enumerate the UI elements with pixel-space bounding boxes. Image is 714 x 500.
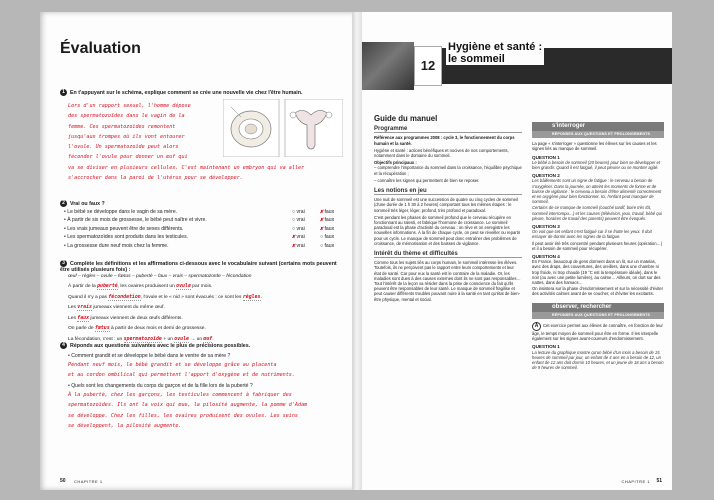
chapter-label: CHAPITRE 1 <box>74 479 103 484</box>
paragraph: La lecture du graphique montre qu'un bébé d'un mois a besoin de 15 heures de sommeil par jour, un enfant de 4 ans en a besoin de 12, un enfant de 12 ans doit dormir 10 heures, et un jeune de 18 ans a besoin de 9 heures de sommeil. <box>532 349 664 371</box>
statement: • La grossesse dure neuf mois chez la femme. <box>64 242 169 249</box>
question-prompt: En t'appuyant sur le schéma, explique comment se crée une nouvelle vie chez l'être humain. <box>70 89 303 96</box>
sub-question: • Comment grandit et se développe le bébé dans le ventre de sa mère ? <box>68 353 231 359</box>
page-number: 51 <box>656 478 662 484</box>
paragraph: – comprendre l'importance du sommeil dans la croissance, l'équilibre psychique et la récupération ; <box>374 165 522 176</box>
true-false-list <box>64 209 349 251</box>
vocabulary-list: œuf – règles – ovule – fœtus – puberté – faux – vrais – spermatozoïde – fécondation <box>68 274 252 279</box>
section-heading: Programme <box>374 127 522 133</box>
question-prompt: Vrai ou faux ? <box>70 200 105 207</box>
answer-line: Pendant neuf mois, le bébé grandit et se développe grâce au placenta <box>68 362 277 368</box>
guide-title: Guide du manuel <box>374 114 438 123</box>
paragraph: A Cet exercice permet aux élèves de connaître, en fonction de leur âge, le temps moyen de sommeil pour être en forme. Il les interpelle également sur les signes avant-coureurs d'endormissement. <box>532 322 663 342</box>
answer-line: jusqu'aux trompes où ils vont entourer <box>68 133 185 140</box>
answer-line: s'accrocher dans la paroi de l'utérus pour se développer. <box>68 175 243 182</box>
answer-line: se développent, la pilosité augmente. <box>68 422 182 429</box>
guide-column <box>374 116 522 304</box>
blank-answer[interactable]: fécondation <box>108 293 141 300</box>
section-heading: Les notions en jeu <box>374 189 522 195</box>
question-number: 1 <box>60 89 67 96</box>
statement: • Le bébé se développe dans le vagin de sa mère. <box>64 209 178 215</box>
question-heading: QUESTION 2 <box>532 173 560 179</box>
question-1 <box>60 89 302 96</box>
question-prompt: Réponds aux questions suivantes avec le plus de précisions possibles. <box>70 342 251 349</box>
answer-line: se développe. Chez les filles, les ovaires produisent des ovules. Les seins <box>68 412 299 419</box>
activity-a-icon: A <box>532 322 541 331</box>
paragraph: La page « s'interroger » questionne les élèves sur les causes et les signes liés au manque de sommeil. <box>532 141 657 152</box>
paragraph: Les bâillements sont un signe de fatigue : le cerveau a besoin de s'oxygéner. Dans la journée, on atteint les moments de forme et de baisse de vigilance : le cerveau a besoin d'être alimenté correctement et en oxygène pour bien fonctionner. Ici, l'enfant peut manquer de sommeil. <box>532 178 662 205</box>
chapter-label: CHAPITRE 1 <box>621 479 650 484</box>
paragraph: On insistera sur la phase d'endormissement et sur la nécessité d'éviter des activités calmes avant de se coucher, et d'éviter les excitants. <box>532 286 664 297</box>
statement: • Les spermatozoïdes sont produits dans les testicules. <box>64 234 189 241</box>
question-3 <box>60 260 345 274</box>
observer-heading: observer, rechercher <box>532 303 664 312</box>
paragraph: On voit que cet enfant n'est fatigué car il se frotte les yeux. Il doit essayer de dormir avec les signes de la fatigue. <box>532 229 652 240</box>
faux-option[interactable]: ○ faux <box>320 242 335 249</box>
question-number: 4 <box>60 342 67 349</box>
faux-option[interactable]: ○ faux <box>320 234 335 241</box>
observer-subheading: RÉPONSES AUX QUESTIONS ET PROLONGEMENTS <box>532 312 664 319</box>
page-number: 50 <box>60 478 66 484</box>
true-false-row <box>64 234 349 242</box>
answer-line: Lors d'un rapport sexuel, l'homme dépose <box>68 103 191 109</box>
answer-line: femme. Ces spermatozoïdes remontent <box>68 123 176 130</box>
objectives-heading: Objectifs principaux : <box>374 160 417 166</box>
question-heading: QUESTION 4 <box>532 254 560 260</box>
true-false-row <box>64 217 349 225</box>
section-heading: Intérêt du thème et difficultés <box>374 252 522 258</box>
blank-answer[interactable]: ovule <box>176 283 191 289</box>
vrai-option[interactable]: ✘ vrai <box>292 242 305 249</box>
answer-line: des spermatozoïdes dans le vagin de la <box>68 113 185 120</box>
vrai-option[interactable]: ○ vrai <box>292 225 305 232</box>
blank-answer[interactable]: règles <box>242 293 261 300</box>
answer-line: et au cordon ombilical qui permettent l'apport d'oxygène et de nutriments. <box>68 372 295 379</box>
paragraph: Hygiène et santé : actions bénéfiques et nocives de nos comportements, notamment dans le domaine du sommeil. <box>374 147 509 159</box>
true-false-row <box>64 243 349 251</box>
question-heading: QUESTION 1 <box>532 154 560 160</box>
paragraph: – connaître les signes qui permettent de bien se reposer. <box>374 177 480 183</box>
answer-4b-handwritten <box>68 390 307 431</box>
page-title: Évaluation <box>60 40 141 57</box>
question-prompt: Complète les définitions et les affirmations ci-dessous avec le vocabulaire suivant (certains mots peuvent être utilisés plusieurs fois) : <box>60 260 337 274</box>
right-page <box>362 12 672 490</box>
left-page <box>40 12 355 490</box>
chapter-number: 12 <box>414 46 442 86</box>
answer-4a-handwritten <box>68 360 295 381</box>
question-2 <box>60 200 105 207</box>
programme-reference: Référence aux programmes 2008 : cycle 3, le fonctionnement du corps humain et la santé. <box>374 135 515 146</box>
vrai-option[interactable]: ○ vrai <box>292 209 305 215</box>
question-heading: QUESTION 3 <box>532 224 560 230</box>
paragraph: Une nuit de sommeil est une succession de quatre ou cinq cycles de sommeil (d'une durée de 1 h 30 à 2 heures) comportant tous les mêmes étapes : le sommeil très léger, léger, profond, très profond et paradoxal. <box>374 197 518 213</box>
statement: • À partir de six mois de grossesse, le bébé peut naître et vivre. <box>64 217 207 224</box>
answer-line: va se diviser en plusieurs cellules. C'est maintenant un embryon qui va aller <box>68 164 305 171</box>
statement: • Les vrais jumeaux peuvent être de sexes différents. <box>64 225 184 232</box>
blank-answer[interactable]: fœtus <box>94 325 110 332</box>
question-number: 2 <box>60 200 67 207</box>
blank-answer[interactable]: spermatozoïde <box>123 335 162 342</box>
answer-line: l'ovule. Un spermatozoïde peut alors <box>68 144 179 151</box>
blank-answer[interactable]: faux <box>77 314 90 321</box>
sub-question: • Quels sont les changements du corps du garçon et de la fille lors de la puberté ? <box>68 383 253 389</box>
sinterroger-subheading: RÉPONSES AUX QUESTIONS ET PROLONGEMENTS <box>532 131 664 138</box>
blank-answer[interactable]: vrais <box>77 304 92 311</box>
vrai-option[interactable]: ✘ vrai <box>292 234 305 241</box>
true-false-row <box>64 226 349 234</box>
question-number: 3 <box>60 260 67 267</box>
blank-answer[interactable]: ovule <box>174 335 189 342</box>
chapter-title: Hygiène et santé : le sommeil <box>448 41 543 65</box>
paragraph: En France, beaucoup de gens dorment dans un lit, sur un matelas, avec des draps, des couvertures, des oreillers, dans une chambre ni trop froide, ni trop chaude (19 °C est la température idéale), dans le noir (ou avec une petite lumière), au calme… Ailleurs, on dort sur des nattes, dans des hamacs… <box>532 259 661 286</box>
sinterroger-heading: s'interroger <box>532 122 664 131</box>
paragraph: Le bébé a besoin de sommeil (20 heures) pour bien se développer et bien grandir. Quand il est fatigué, il peut pleurer ou se montrer agité. <box>532 159 661 171</box>
fill-blanks: À partir de la puberté, les ovaires produisent un ovule par mois. Quand il n'y a pas fécondation, l'ovule et le « nid » sont évacués : ce sont les règles. Les vrais jumeaux viennent du même œuf. Les faux jumeaux viennent de deux œufs différents. On parle de fœtus à partir de deux mois et demi de grossesse. La fécondation, c'est : un spermatozoïde + un ovule → un œuf. <box>68 283 262 342</box>
question-4 <box>60 342 250 349</box>
vrai-option[interactable]: ○ vrai <box>292 217 305 224</box>
reproduction-diagram <box>223 99 343 157</box>
chapter-photo <box>362 42 414 90</box>
answer-line: À la puberté, chez les garçons, les testicules commencent à fabriquer des <box>68 392 292 398</box>
faux-option[interactable]: ✘ faux <box>320 217 335 224</box>
blank-answer[interactable]: œuf <box>203 335 213 342</box>
question-heading: QUESTION 1 <box>532 344 560 350</box>
paragraph: Comme tous les sujets liés au corps humain, le sommeil intéresse les élèves. Toutefois, ils ne perçoivent pas le rapport entre leurs comportements et leur état de santé. Car pour eux la santé est le contraire de la maladie. Or, les maladies sont dues à des causes externes dont ils ne sont pas responsables… Tout l'intérêt de la leçon va résider dans la prise de conscience du fait qu'ils peuvent être responsables de leur santé. Le manque de sommeil fragilise et peut causer différents troubles pouvant nuire à la santé en tant qu'état de bien-être physique, mental et social. <box>374 260 521 302</box>
paragraph: Il peut avoir été très concentré pendant plusieurs heures (opération…) et il a besoin de sommeil pour récupérer. <box>532 240 663 251</box>
answer-line: spermatozoïdes. Ils ont la voix qui mue, la pilosité augmente, la pomme d'Adam <box>68 402 308 409</box>
faux-option[interactable]: ✘ faux <box>320 209 335 215</box>
blank-answer[interactable]: puberté <box>97 283 118 289</box>
paragraph: Certains de ce manque de sommeil (couché tardif, boire très tôt, sommeil interrompu…) et les causes (télévision, jeux, travail, bébé qui pleure, horaires de travail des parents) peuvent être évoqués. <box>532 205 662 221</box>
sinterroger-column <box>532 122 664 370</box>
observer-section <box>532 303 664 371</box>
paragraph: C'est pendant les phases de sommeil profond que le cerveau récupère en fonctionnant au ralenti, et fabrique l'hormone de croissance. Le sommeil paradoxal est la phase d'activité du cerveau : on rêve et on enregistre les nouvelles informations. À la fin de chaque cycle, on peut se réveiller ou repartir pour un cycle. Le manque de sommeil peut donc entraîner des problèmes de croissance, de mémorisation et des baisses de vigilance. <box>374 214 521 246</box>
faux-option[interactable]: ✘ faux <box>320 225 335 232</box>
answer-line: féconder l'ovule pour donner un œuf qui <box>68 154 188 161</box>
